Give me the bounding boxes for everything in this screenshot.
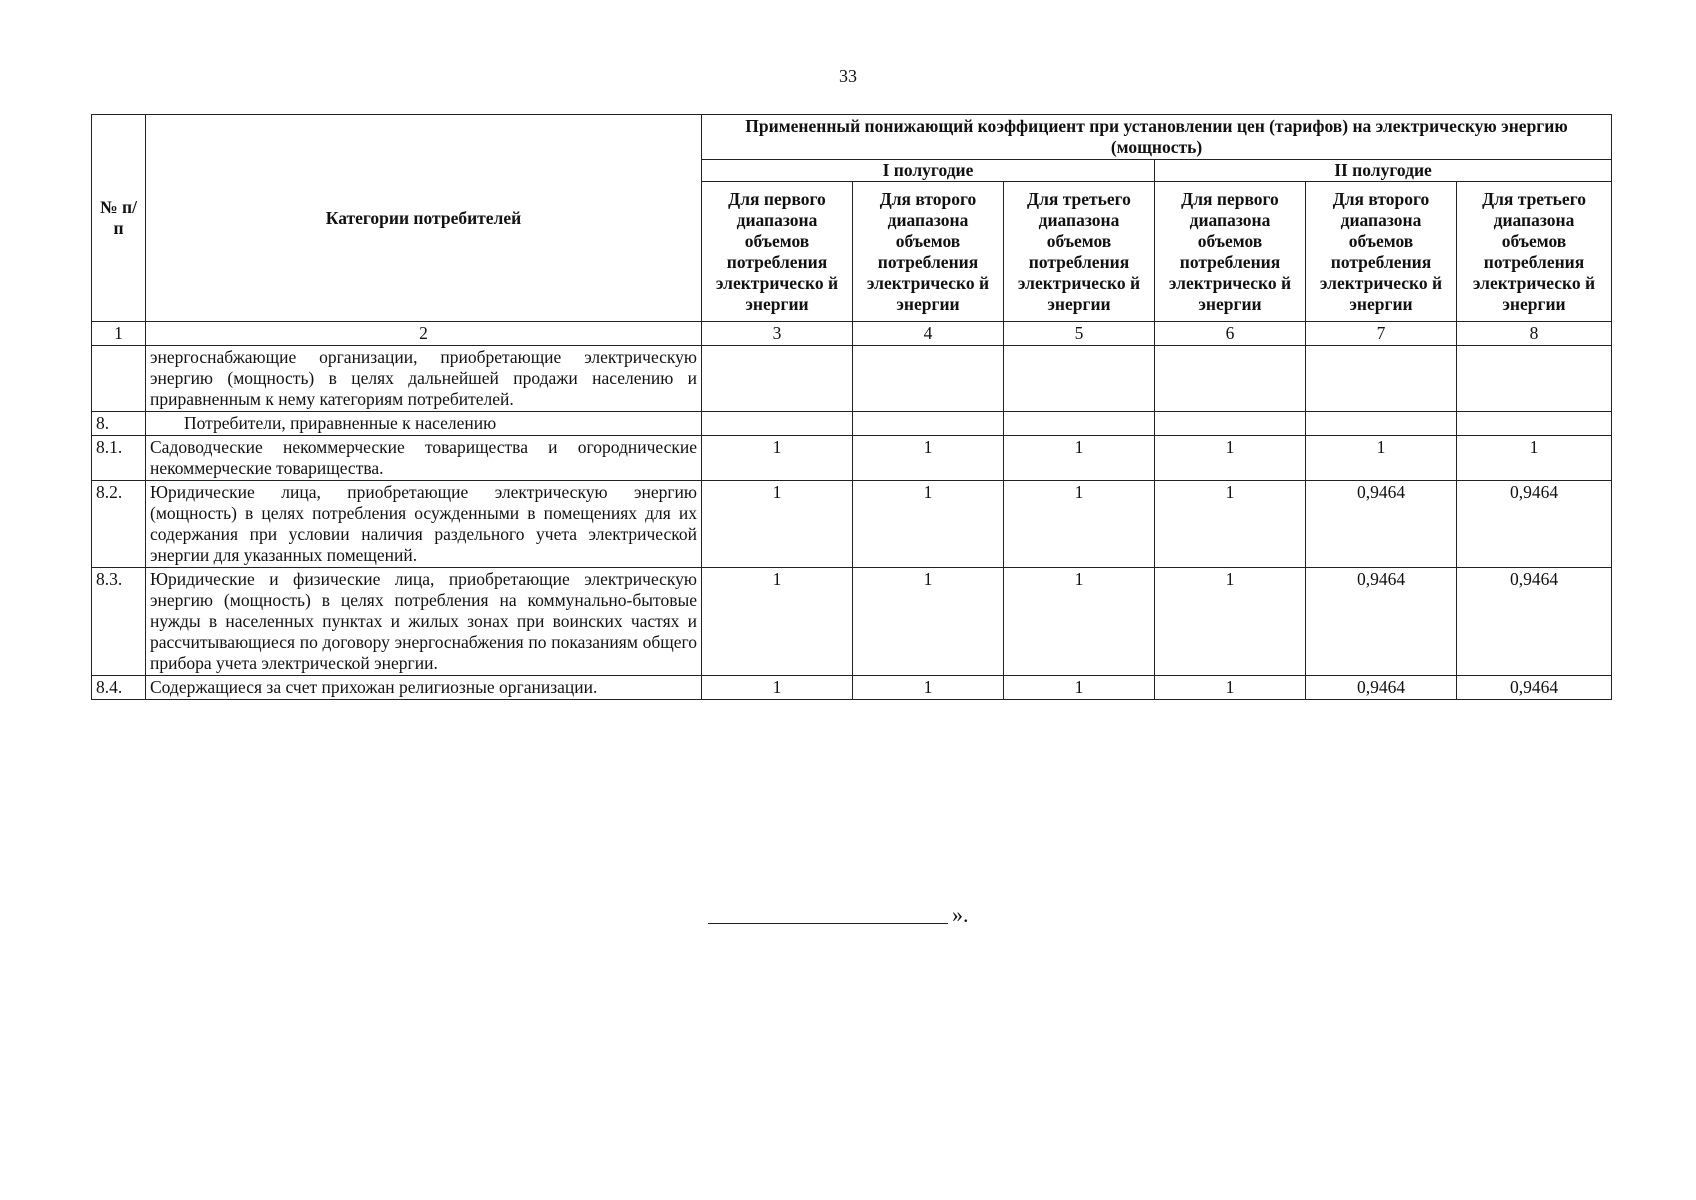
table-row [92, 676, 1612, 700]
row-value [702, 346, 853, 412]
signature-line [708, 905, 948, 924]
page-number: 33 [839, 66, 857, 86]
row-value [1457, 412, 1612, 436]
column-header-category: Категории потребителей [146, 115, 702, 322]
subheader-h1-range-2: Для второго диапазона объемов потребления электрическо й энергии [853, 182, 1004, 322]
row-value: 1 [1004, 436, 1155, 481]
row-value: 1 [1004, 568, 1155, 676]
row-number: 8. [92, 412, 146, 436]
row-value: 1 [1004, 676, 1155, 700]
subheader-h2-range-3: Для третьего диапазона объемов потребления электрическо й энергии [1457, 182, 1612, 322]
tariff-coefficient-table [91, 114, 1612, 700]
table-row [92, 436, 1612, 481]
row-value [1457, 346, 1612, 412]
row-value: 1 [1155, 676, 1306, 700]
row-value: 1 [702, 568, 853, 676]
column-index: 8 [1457, 322, 1612, 346]
row-category: Потребители, приравненные к населению [146, 412, 702, 436]
row-value: 1 [702, 481, 853, 568]
half-year-2-header: II полугодие [1155, 160, 1612, 182]
row-value [1306, 412, 1457, 436]
table-row [92, 346, 1612, 412]
row-value: 1 [853, 436, 1004, 481]
row-value [1155, 412, 1306, 436]
row-number: 8.2. [92, 481, 146, 568]
row-value: 0,9464 [1457, 676, 1612, 700]
row-value [1004, 412, 1155, 436]
row-value: 1 [702, 676, 853, 700]
column-index: 7 [1306, 322, 1457, 346]
column-index: 2 [146, 322, 702, 346]
row-value: 0,9464 [1457, 481, 1612, 568]
row-value [1004, 346, 1155, 412]
row-number [92, 346, 146, 412]
row-value: 0,9464 [1457, 568, 1612, 676]
column-index: 1 [92, 322, 146, 346]
row-category: Содержащиеся за счет прихожан религиозные организации. [146, 676, 702, 700]
group-header-coefficient: Примененный понижающий коэффициент при установлении цен (тарифов) на электрическую энергию (мощность) [702, 115, 1612, 160]
row-value [853, 346, 1004, 412]
subheader-h1-range-1: Для первого диапазона объемов потребления электрическо й энергии [702, 182, 853, 322]
row-value: 1 [1306, 436, 1457, 481]
row-value: 1 [1155, 481, 1306, 568]
half-year-1-header: I полугодие [702, 160, 1155, 182]
row-number: 8.3. [92, 568, 146, 676]
column-index: 4 [853, 322, 1004, 346]
row-value: 1 [1155, 568, 1306, 676]
column-index: 6 [1155, 322, 1306, 346]
subheader-h1-range-3: Для третьего диапазона объемов потребления электрическо й энергии [1004, 182, 1155, 322]
row-value [1155, 346, 1306, 412]
row-value: 1 [1457, 436, 1612, 481]
column-index: 5 [1004, 322, 1155, 346]
column-header-number: № п/п [92, 115, 146, 322]
closing-mark [708, 902, 969, 930]
row-category: энергоснабжающие организации, приобретающие электрическую энергию (мощность) в целях дальнейшей продажи населению и приравненным к нему категориям потребителей. [146, 346, 702, 412]
table-row [92, 481, 1612, 568]
row-value [1306, 346, 1457, 412]
row-value: 1 [853, 481, 1004, 568]
row-number: 8.4. [92, 676, 146, 700]
row-value: 0,9464 [1306, 676, 1457, 700]
row-category: Юридические лица, приобретающие электрическую энергию (мощность) в целях потребления осужденными в помещениях для их содержания при условии наличия раздельного учета электрической энергии для указанных помещений. [146, 481, 702, 568]
column-index: 3 [702, 322, 853, 346]
subheader-h2-range-2: Для второго диапазона объемов потребления электрическо й энергии [1306, 182, 1457, 322]
table-row [92, 568, 1612, 676]
table-row [92, 412, 1612, 436]
row-value: 1 [853, 676, 1004, 700]
row-value: 1 [1004, 481, 1155, 568]
subheader-h2-range-1: Для первого диапазона объемов потребления электрическо й энергии [1155, 182, 1306, 322]
closing-quote: ». [952, 902, 969, 927]
row-value: 1 [853, 568, 1004, 676]
row-value: 1 [1155, 436, 1306, 481]
row-value [702, 412, 853, 436]
row-category: Юридические и физические лица, приобретающие электрическую энергию (мощность) в целях потребления на коммунально-бытовые нужды в населенных пунктах и жилых зонах при воинских частях и рассчитывающиеся по договору энергоснабжения по показаниям общего прибора учета электрической энергии. [146, 568, 702, 676]
row-value: 1 [702, 436, 853, 481]
row-value: 0,9464 [1306, 481, 1457, 568]
row-number: 8.1. [92, 436, 146, 481]
row-value: 0,9464 [1306, 568, 1457, 676]
row-value [853, 412, 1004, 436]
row-category: Садоводческие некоммерческие товарищества и огороднические некоммерческие товарищества. [146, 436, 702, 481]
